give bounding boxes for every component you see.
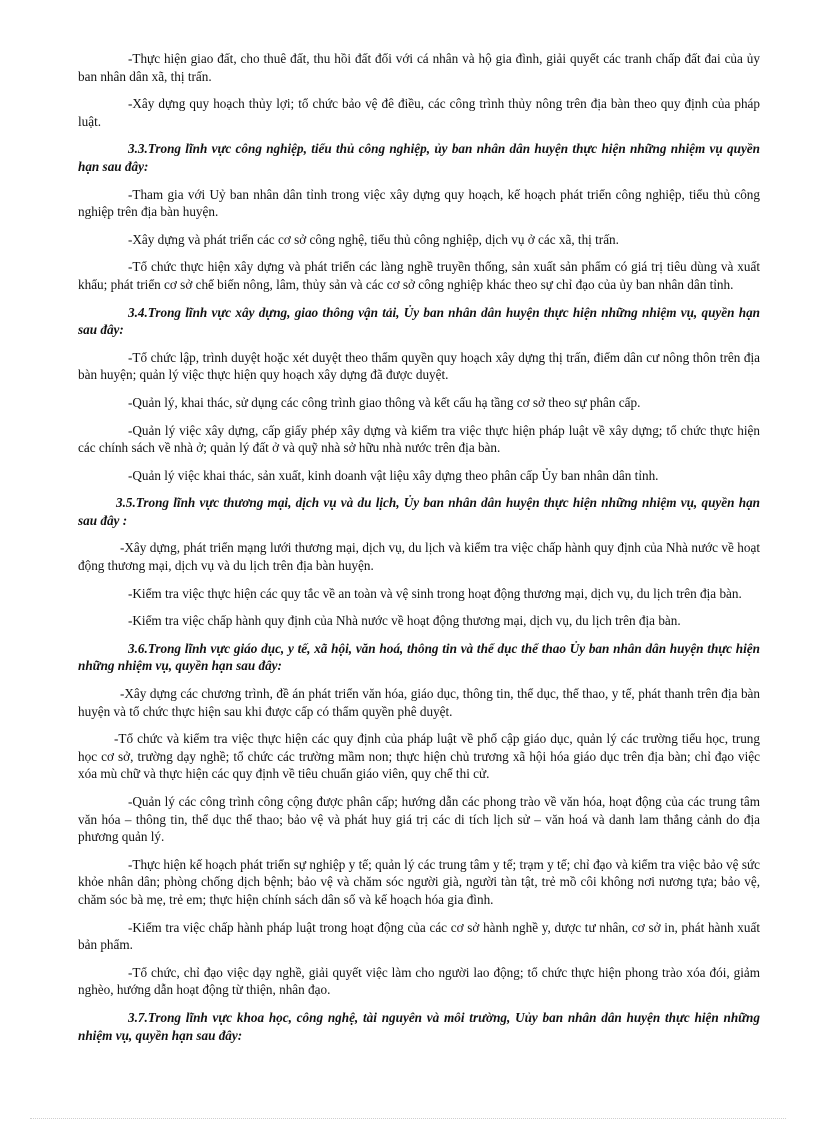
paragraph: -Xây dựng các chương trình, đề án phát triển văn hóa, giáo dục, thông tin, thể dục, thể thao, y tế, phát thanh trên địa bàn huyện và tổ chức thực hiện sau khi được cấp có thẩm quyền phê duyệt. xyxy=(78,686,760,719)
paragraph: -Xây dựng và phát triển các cơ sở công nghệ, tiểu thủ công nghiệp, dịch vụ ở các xã, thị trấn. xyxy=(128,231,619,247)
paragraph: -Xây dựng, phát triển mạng lưới thương mại, dịch vụ, du lịch và kiểm tra việc chấp hành quy định của Nhà nước về hoạt động thương mại, dịch vụ và du lịch trên địa bàn huyện. xyxy=(78,540,760,574)
paragraph: -Kiểm tra việc chấp hành quy định của Nhà nước về hoạt động thương mại, dịch vụ, du lịch trên địa bàn. xyxy=(128,613,681,629)
section-heading: 3.6.Trong lĩnh vực giáo dục, y tế, xã hội, văn hoá, thông tin và thể dục thể thao Ủy ban nhân dân huyện thực hiện những nhiệm vụ, quyền hạn sau đây: xyxy=(78,640,760,674)
section-heading: 3.4.Trong lĩnh vực xây dựng, giao thông vận tải, Ủy ban nhân dân huyện thực hiện những nhiệm vụ, quyền hạn sau đây: xyxy=(78,304,760,338)
paragraph: -Quản lý các công trình công cộng được phân cấp; hướng dẫn các phong trào về văn hóa, hoạt động của các trung tâm văn hóa – thông tin, thể dục thể thao; bảo vệ và phát huy giá trị các di tích lịch sử – văn hoá và danh lam thắng cảnh do địa phương quản lý. xyxy=(78,794,760,845)
paragraph: -Kiểm tra việc chấp hành pháp luật trong hoạt động của các cơ sở hành nghề y, dược tư nhân, cơ sở in, phát hành xuất bản phẩm. xyxy=(78,919,760,953)
paragraph: -Quản lý, khai thác, sử dụng các công trình giao thông và kết cấu hạ tầng cơ sở theo sự phân cấp. xyxy=(128,394,641,410)
paragraph: -Kiểm tra việc thực hiện các quy tắc về an toàn và vệ sinh trong hoạt động thương mại, dịch vụ, du lịch trên địa bàn. xyxy=(128,585,742,601)
section-heading: 3.5.Trong lĩnh vực thương mại, dịch vụ và du lịch, Ủy ban nhân dân huyện thực hiện những nhiệm vụ, quyền hạn sau đây : xyxy=(78,495,760,528)
paragraph: -Tổ chức thực hiện xây dựng và phát triển các làng nghề truyền thống, sản xuất sản phẩm có giá trị tiêu dùng và xuất khẩu; phát triển cơ sở chế biến nông, lâm, thủy sản và các cơ sở công nghiệp khác theo sự chỉ đạo của ủy ban nhân dân tỉnh. xyxy=(78,259,760,292)
paragraph: -Xây dựng quy hoạch thủy lợi; tổ chức bảo vệ đê điều, các công trình thủy nông trên địa bàn theo quy định của pháp luật. xyxy=(78,96,760,129)
section-heading: 3.7.Trong lĩnh vực khoa học, công nghệ, tài nguyên và môi trường, Uủy ban nhân dân huyện thực hiện những nhiệm vụ, quyền hạn sau đây: xyxy=(78,1009,760,1043)
paragraph: -Thực hiện kế hoạch phát triển sự nghiệp y tế; quản lý các trung tâm y tế; trạm y tế; chỉ đạo và kiểm tra việc bảo vệ sức khỏe nhân dân; phòng chống dịch bệnh; bảo vệ và chăm sóc người già, người tàn tật, trẻ mồ côi không nơi nương tựa; bảo vệ, chăm sóc bà mẹ, trẻ em; thực hiện chính sách dân số và kế hoạch hóa gia đình. xyxy=(78,856,760,907)
document-page xyxy=(78,50,760,1054)
section-heading: 3.3.Trong lĩnh vực công nghiệp, tiểu thủ công nghiệp, ủy ban nhân dân huyện thực hiện những nhiệm vụ quyền hạn sau đây: xyxy=(78,141,760,174)
paragraph: -Tổ chức lập, trình duyệt hoặc xét duyệt theo thẩm quyền quy hoạch xây dựng thị trấn, điểm dân cư nông thôn trên địa bàn huyện; quản lý việc thực hiện quy hoạch xây dựng đã được duyệt. xyxy=(78,349,760,383)
paragraph: -Quản lý việc xây dựng, cấp giấy phép xây dựng và kiểm tra việc thực hiện pháp luật về xây dựng; tổ chức thực hiện các chính sách về nhà ở; quản lý đất ở và quỹ nhà sở hữu nhà nước trên địa bàn. xyxy=(78,422,760,456)
paragraph: -Thực hiện giao đất, cho thuê đất, thu hồi đất đối với cá nhân và hộ gia đình, giải quyết các tranh chấp đất đai của ủy ban nhân dân xã, thị trấn. xyxy=(78,51,760,84)
paragraph: -Tham gia với Uỷ ban nhân dân tỉnh trong việc xây dựng quy hoạch, kế hoạch phát triển công nghiệp, tiểu thủ công nghiệp trên địa bàn huyện. xyxy=(78,186,760,220)
paragraph: -Quản lý việc khai thác, sản xuất, kinh doanh vật liệu xây dựng theo phân cấp Ủy ban nhân dân tỉnh. xyxy=(128,467,659,483)
paragraph: -Tổ chức và kiểm tra việc thực hiện các quy định của pháp luật về phổ cập giáo dục, quản lý các trường tiểu học, trung học cơ sở, trường dạy nghề; tổ chức các trường mầm non; thực hiện chủ trương xã hội hóa giáo dục trên địa bàn; chỉ đạo việc xóa mù chữ và thực hiện các quy định về tiêu chuẩn giáo viên, quy chế thi cử. xyxy=(78,731,760,782)
paragraph: -Tổ chức, chỉ đạo việc dạy nghề, giải quyết việc làm cho người lao động; tổ chức thực hiện phong trào xóa đói, giảm nghèo, hướng dẫn hoạt động từ thiện, nhân đạo. xyxy=(78,964,760,998)
page-bottom-divider xyxy=(30,1118,786,1119)
